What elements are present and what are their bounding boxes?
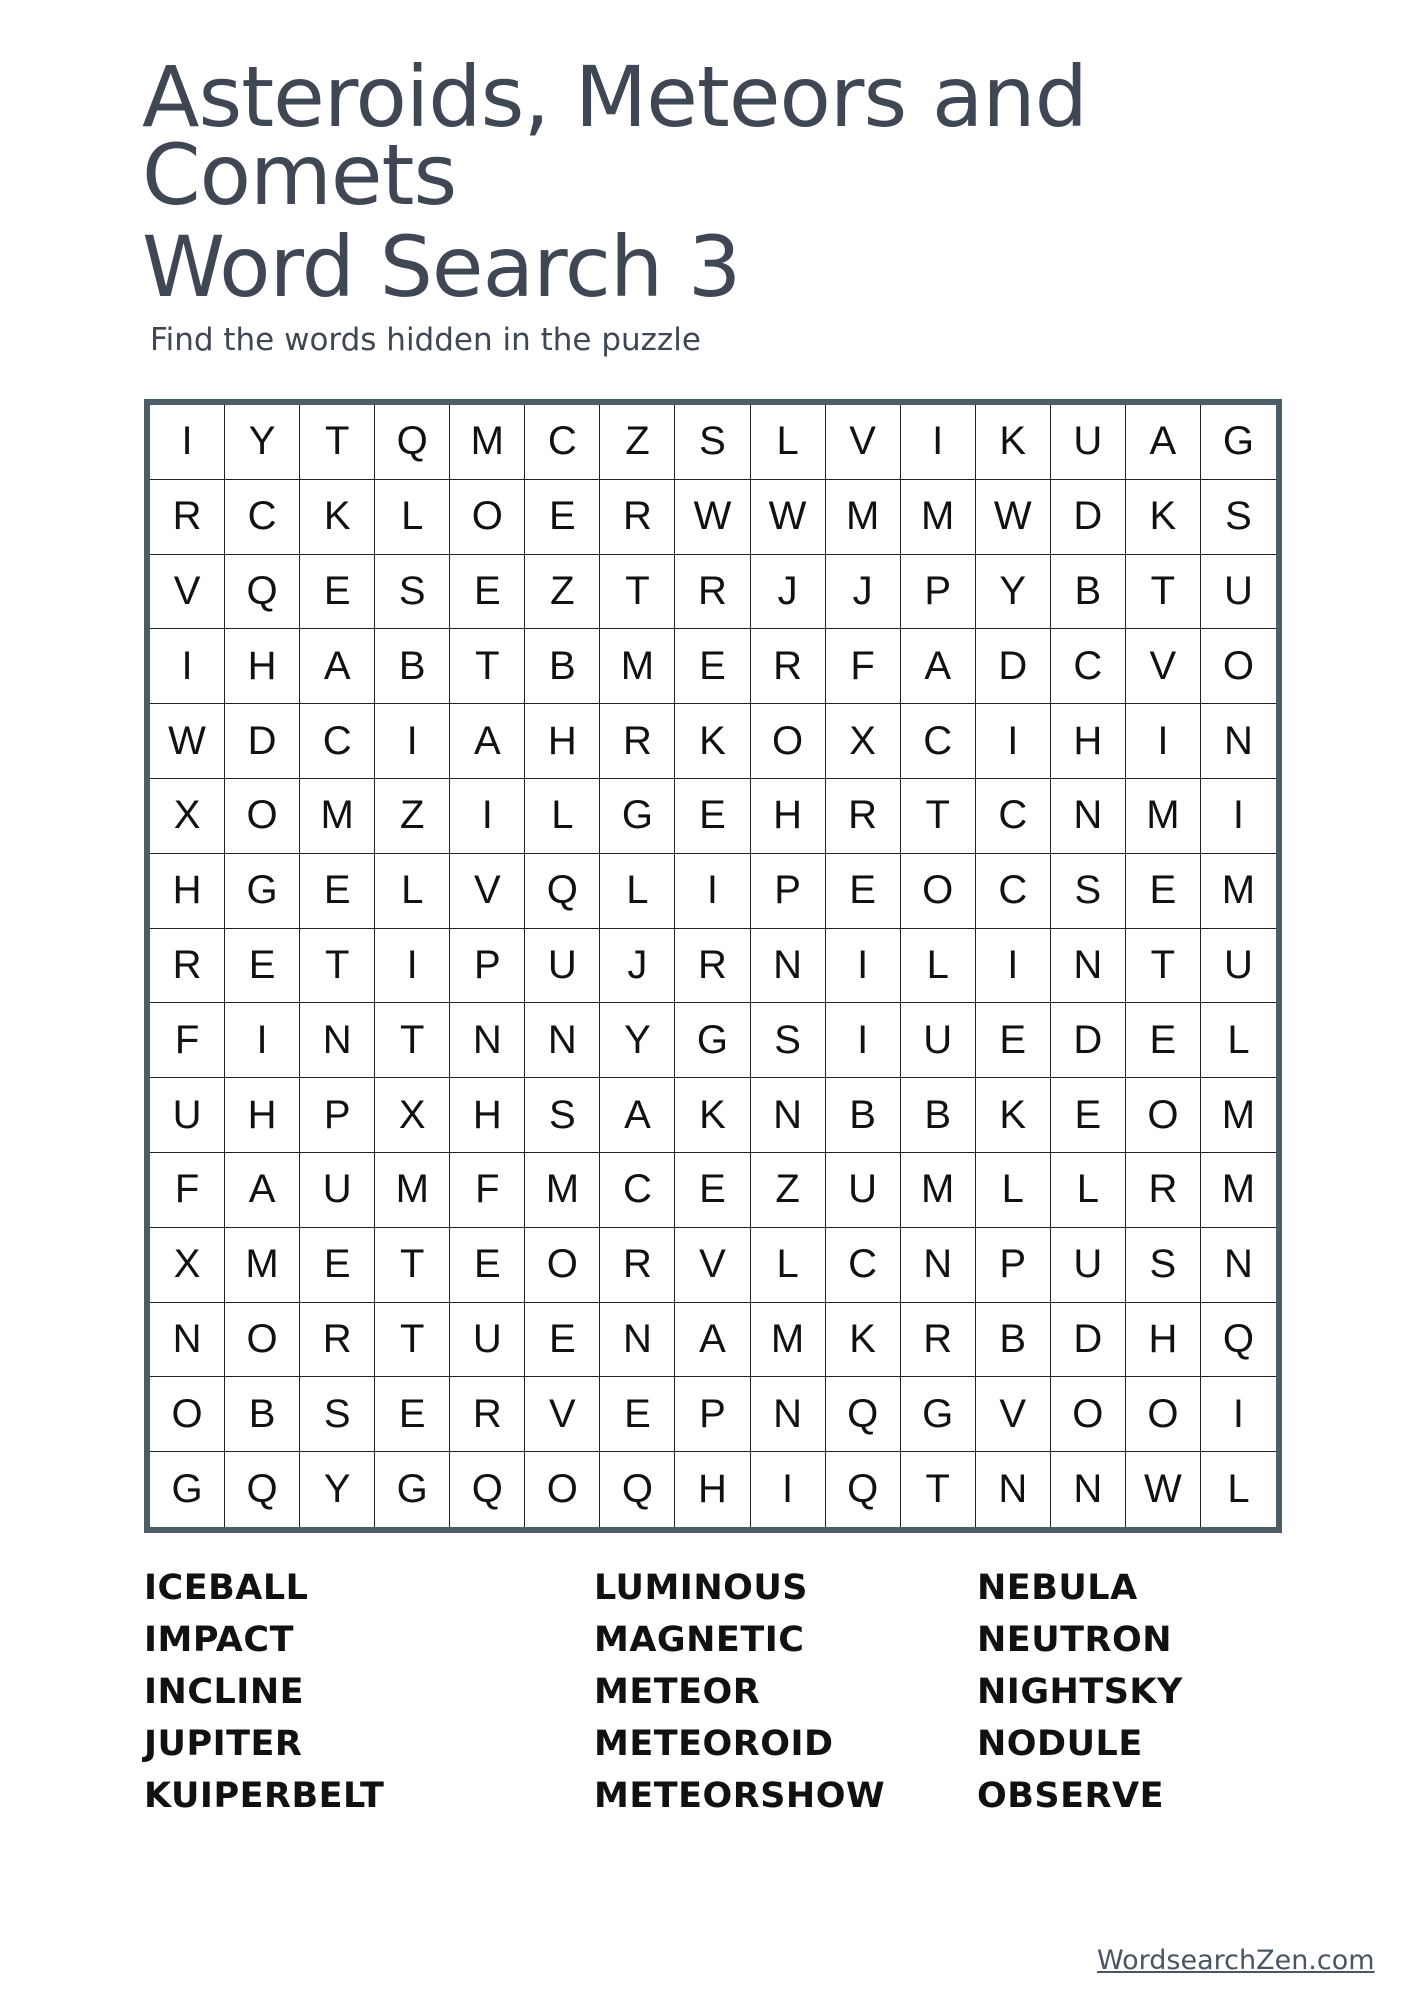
grid-cell[interactable]: O <box>525 1228 600 1303</box>
grid-cell[interactable]: O <box>901 854 976 929</box>
grid-cell[interactable]: B <box>1051 555 1126 630</box>
grid-cell[interactable]: Y <box>300 1452 375 1527</box>
grid-cell[interactable]: N <box>751 1377 826 1452</box>
grid-cell[interactable]: L <box>1051 1153 1126 1228</box>
grid-cell[interactable]: W <box>150 704 225 779</box>
grid-cell[interactable]: B <box>375 629 450 704</box>
grid-cell[interactable]: D <box>1051 1303 1126 1378</box>
grid-cell[interactable]: T <box>450 629 525 704</box>
grid-cell[interactable]: I <box>225 1003 300 1078</box>
grid-cell[interactable]: B <box>901 1078 976 1153</box>
grid-cell[interactable]: N <box>600 1303 675 1378</box>
grid-cell[interactable]: A <box>300 629 375 704</box>
grid-cell[interactable]: F <box>150 1153 225 1228</box>
grid-cell[interactable]: E <box>375 1377 450 1452</box>
word-column <box>977 1562 1183 1822</box>
grid-cell[interactable]: E <box>976 1003 1051 1078</box>
grid-cell[interactable]: L <box>375 480 450 555</box>
grid-cell[interactable]: T <box>375 1003 450 1078</box>
grid-cell[interactable]: E <box>300 854 375 929</box>
grid-cell[interactable]: P <box>450 929 525 1004</box>
grid-cell[interactable]: C <box>1051 629 1126 704</box>
page-title <box>142 48 1087 316</box>
grid-cell[interactable]: R <box>150 480 225 555</box>
grid-cell[interactable]: B <box>525 629 600 704</box>
grid-cell[interactable]: R <box>300 1303 375 1378</box>
grid-cell[interactable]: R <box>675 929 750 1004</box>
grid-cell[interactable]: I <box>976 929 1051 1004</box>
grid-cell[interactable]: M <box>751 1303 826 1378</box>
grid-cell[interactable]: V <box>1126 629 1201 704</box>
grid-cell[interactable]: O <box>1126 1377 1201 1452</box>
grid-cell[interactable]: J <box>751 555 826 630</box>
grid-cell[interactable]: U <box>450 1303 525 1378</box>
grid-cell[interactable]: T <box>1126 555 1201 630</box>
grid-cell[interactable]: B <box>225 1377 300 1452</box>
grid-cell[interactable]: K <box>300 480 375 555</box>
grid-cell[interactable]: Z <box>600 405 675 480</box>
grid-cell[interactable]: C <box>600 1153 675 1228</box>
grid-cell[interactable]: E <box>1126 1003 1201 1078</box>
grid-cell[interactable]: F <box>450 1153 525 1228</box>
grid-cell[interactable]: J <box>600 929 675 1004</box>
grid-cell[interactable]: R <box>150 929 225 1004</box>
grid-cell[interactable]: K <box>826 1303 901 1378</box>
grid-cell[interactable]: Y <box>600 1003 675 1078</box>
grid-cell[interactable]: K <box>1126 480 1201 555</box>
grid-cell[interactable]: D <box>1051 1003 1126 1078</box>
grid-cell[interactable]: E <box>675 779 750 854</box>
grid-cell[interactable]: Q <box>225 1452 300 1527</box>
grid-cell[interactable]: Q <box>450 1452 525 1527</box>
grid-cell[interactable]: G <box>675 1003 750 1078</box>
grid-cell[interactable]: S <box>525 1078 600 1153</box>
grid-cell[interactable]: R <box>600 1228 675 1303</box>
grid-cell[interactable]: A <box>901 629 976 704</box>
grid-cell[interactable]: P <box>976 1228 1051 1303</box>
grid-cell[interactable]: N <box>751 1078 826 1153</box>
grid-cell[interactable]: D <box>225 704 300 779</box>
word-item: METEOR <box>594 1672 761 1712</box>
grid-cell[interactable]: E <box>300 555 375 630</box>
grid-cell[interactable]: I <box>976 704 1051 779</box>
grid-cell[interactable]: T <box>300 405 375 480</box>
word-item: KUIPERBELT <box>144 1776 385 1816</box>
grid-cell[interactable]: O <box>525 1452 600 1527</box>
grid-cell[interactable]: O <box>450 480 525 555</box>
grid-cell[interactable]: N <box>1201 1228 1276 1303</box>
grid-cell[interactable]: S <box>375 555 450 630</box>
grid-cell[interactable]: H <box>450 1078 525 1153</box>
grid-cell[interactable]: A <box>225 1153 300 1228</box>
word-item: NIGHTSKY <box>977 1672 1183 1712</box>
grid-cell[interactable]: Q <box>525 854 600 929</box>
grid-cell[interactable]: U <box>1201 929 1276 1004</box>
grid-cell[interactable]: N <box>450 1003 525 1078</box>
grid-cell[interactable]: D <box>1051 480 1126 555</box>
grid-cell[interactable]: V <box>450 854 525 929</box>
grid-cell[interactable]: I <box>675 854 750 929</box>
grid-cell[interactable]: H <box>150 854 225 929</box>
grid-cell[interactable]: O <box>1051 1377 1126 1452</box>
grid-cell[interactable]: U <box>1051 405 1126 480</box>
grid-cell[interactable]: Z <box>525 555 600 630</box>
word-item: NEBULA <box>977 1568 1138 1608</box>
grid-cell[interactable]: G <box>901 1377 976 1452</box>
grid-cell[interactable]: M <box>1126 779 1201 854</box>
grid-cell[interactable]: G <box>600 779 675 854</box>
grid-cell[interactable]: M <box>1201 1153 1276 1228</box>
word-item: OBSERVE <box>977 1776 1164 1816</box>
grid-cell[interactable]: N <box>525 1003 600 1078</box>
grid-cell[interactable]: K <box>976 405 1051 480</box>
grid-cell[interactable]: D <box>976 629 1051 704</box>
grid-cell[interactable]: I <box>375 704 450 779</box>
grid-cell[interactable]: L <box>600 854 675 929</box>
grid-cell[interactable]: E <box>525 1303 600 1378</box>
grid-cell[interactable]: H <box>1051 704 1126 779</box>
instructions: Find the words hidden in the puzzle <box>150 322 701 358</box>
word-item: NEUTRON <box>977 1620 1172 1660</box>
grid-cell[interactable]: X <box>375 1078 450 1153</box>
grid-cell[interactable]: W <box>976 480 1051 555</box>
grid-cell[interactable]: I <box>150 405 225 480</box>
grid-cell[interactable]: E <box>450 1228 525 1303</box>
grid-cell[interactable]: U <box>826 1153 901 1228</box>
grid-cell[interactable]: N <box>751 929 826 1004</box>
grid-cell[interactable]: R <box>751 629 826 704</box>
word-item: ICEBALL <box>144 1568 309 1608</box>
grid-cell[interactable]: H <box>225 629 300 704</box>
grid-cell[interactable]: H <box>751 779 826 854</box>
title-line-3: Word Search 3 <box>142 218 741 316</box>
grid-cell[interactable]: O <box>1126 1078 1201 1153</box>
grid-cell[interactable]: E <box>300 1228 375 1303</box>
grid-cell[interactable]: H <box>525 704 600 779</box>
grid-cell[interactable]: Y <box>225 405 300 480</box>
grid-cell[interactable]: U <box>1201 555 1276 630</box>
grid-cell[interactable]: T <box>901 1452 976 1527</box>
grid-cell[interactable]: E <box>826 854 901 929</box>
grid-cell[interactable]: N <box>300 1003 375 1078</box>
grid-cell[interactable]: M <box>826 480 901 555</box>
grid-cell[interactable]: U <box>525 929 600 1004</box>
grid-cell[interactable]: X <box>150 779 225 854</box>
grid-cell[interactable]: B <box>976 1303 1051 1378</box>
grid-cell[interactable]: E <box>525 480 600 555</box>
grid-cell[interactable]: S <box>751 1003 826 1078</box>
grid-cell[interactable]: L <box>525 779 600 854</box>
grid-cell[interactable]: V <box>826 405 901 480</box>
grid-cell[interactable]: G <box>225 854 300 929</box>
grid-cell[interactable]: I <box>375 929 450 1004</box>
grid-cell[interactable]: O <box>751 704 826 779</box>
title-line-1: Asteroids, Meteors and <box>142 48 1087 146</box>
grid-cell[interactable]: L <box>1201 1003 1276 1078</box>
grid-cell[interactable]: K <box>976 1078 1051 1153</box>
grid-cell[interactable]: Q <box>225 555 300 630</box>
grid-cell[interactable]: Z <box>375 779 450 854</box>
grid-cell[interactable]: I <box>450 779 525 854</box>
grid-cell[interactable]: M <box>450 405 525 480</box>
grid-cell[interactable]: M <box>901 480 976 555</box>
grid-cell[interactable]: Y <box>976 555 1051 630</box>
grid-cell[interactable]: B <box>826 1078 901 1153</box>
grid-cell[interactable]: O <box>225 1303 300 1378</box>
grid-cell[interactable]: N <box>901 1228 976 1303</box>
grid-cell[interactable]: T <box>375 1228 450 1303</box>
grid-cell[interactable]: U <box>150 1078 225 1153</box>
grid-cell[interactable]: W <box>1126 1452 1201 1527</box>
grid-cell[interactable]: E <box>600 1377 675 1452</box>
grid-cell[interactable]: S <box>1051 854 1126 929</box>
grid-cell[interactable]: A <box>1126 405 1201 480</box>
grid-cell[interactable]: V <box>675 1228 750 1303</box>
grid-cell[interactable]: E <box>450 555 525 630</box>
grid-cell[interactable]: V <box>150 555 225 630</box>
grid-cell[interactable]: P <box>901 555 976 630</box>
grid-cell[interactable]: I <box>826 929 901 1004</box>
grid-cell[interactable]: E <box>675 1153 750 1228</box>
grid-cell[interactable]: U <box>1051 1228 1126 1303</box>
grid-cell[interactable]: Q <box>826 1377 901 1452</box>
word-item: METEOROID <box>594 1724 834 1764</box>
grid-cell[interactable]: V <box>525 1377 600 1452</box>
grid-cell[interactable]: M <box>1201 1078 1276 1153</box>
grid-cell[interactable]: O <box>150 1377 225 1452</box>
grid-cell[interactable]: G <box>375 1452 450 1527</box>
grid-cell[interactable]: R <box>826 779 901 854</box>
grid-cell[interactable]: O <box>225 779 300 854</box>
grid-cell[interactable]: I <box>1201 779 1276 854</box>
grid-cell[interactable]: I <box>150 629 225 704</box>
grid-cell[interactable]: C <box>976 854 1051 929</box>
grid-cell[interactable]: T <box>375 1303 450 1378</box>
word-item: MAGNETIC <box>594 1620 805 1660</box>
grid-cell[interactable]: I <box>1126 704 1201 779</box>
grid-cell[interactable]: E <box>675 629 750 704</box>
grid-cell[interactable]: Q <box>1201 1303 1276 1378</box>
grid-cell[interactable]: E <box>225 929 300 1004</box>
grid-cell[interactable]: H <box>675 1452 750 1527</box>
word-item: NODULE <box>977 1724 1143 1764</box>
grid-cell[interactable]: N <box>150 1303 225 1378</box>
grid-cell[interactable]: W <box>675 480 750 555</box>
grid-cell[interactable]: L <box>901 929 976 1004</box>
grid-cell[interactable]: T <box>1126 929 1201 1004</box>
grid-cell[interactable]: R <box>600 704 675 779</box>
word-column <box>594 1562 885 1822</box>
grid-cell[interactable]: M <box>225 1228 300 1303</box>
word-item: METEORSHOW <box>594 1776 886 1816</box>
grid-cell[interactable]: L <box>751 1228 826 1303</box>
grid-cell[interactable]: P <box>675 1377 750 1452</box>
grid-cell[interactable]: L <box>375 854 450 929</box>
grid-cell[interactable]: C <box>225 480 300 555</box>
grid-cell[interactable]: Q <box>375 405 450 480</box>
grid-cell[interactable]: R <box>1126 1153 1201 1228</box>
grid-cell[interactable]: H <box>1126 1303 1201 1378</box>
grid-cell[interactable]: T <box>901 779 976 854</box>
grid-cell[interactable]: Z <box>751 1153 826 1228</box>
grid-cell[interactable]: L <box>1227 1467 1250 1512</box>
grid-cell[interactable]: I <box>826 1003 901 1078</box>
grid-cell[interactable]: M <box>300 779 375 854</box>
grid-cell[interactable]: S <box>1126 1228 1201 1303</box>
grid-cell[interactable]: K <box>675 1078 750 1153</box>
grid-cell[interactable]: H <box>225 1078 300 1153</box>
grid-cell[interactable]: R <box>450 1377 525 1452</box>
grid-cell[interactable]: N <box>1051 929 1126 1004</box>
grid-cell[interactable]: U <box>901 1003 976 1078</box>
grid-cell[interactable]: M <box>525 1153 600 1228</box>
grid-cell[interactable]: J <box>826 555 901 630</box>
grid-cell[interactable]: C <box>300 704 375 779</box>
grid-cell[interactable]: T <box>600 555 675 630</box>
grid-cell[interactable]: C <box>976 779 1051 854</box>
word-item: JUPITER <box>144 1724 303 1764</box>
grid-cell[interactable]: L <box>751 405 826 480</box>
grid-cell[interactable]: A <box>450 704 525 779</box>
site-link[interactable]: WordsearchZen.com <box>1097 1945 1375 1976</box>
grid-cell[interactable]: A <box>600 1078 675 1153</box>
grid-cell[interactable]: N <box>1201 704 1276 779</box>
grid-cell[interactable]: C <box>901 704 976 779</box>
grid-cell[interactable]: E <box>1051 1078 1126 1153</box>
grid-cell[interactable]: S <box>1201 480 1276 555</box>
word-item: LUMINOUS <box>594 1568 808 1608</box>
grid-cell[interactable]: C <box>525 405 600 480</box>
puzzle-grid <box>144 399 1282 1533</box>
grid-cell[interactable]: P <box>300 1078 375 1153</box>
grid-cell[interactable]: I <box>901 405 976 480</box>
grid-cell[interactable]: X <box>826 704 901 779</box>
grid-cell[interactable]: T <box>300 929 375 1004</box>
word-item: INCLINE <box>144 1672 305 1712</box>
grid-cell[interactable]: F <box>826 629 901 704</box>
grid-cell[interactable]: M <box>901 1153 976 1228</box>
grid-cell[interactable]: X <box>150 1228 225 1303</box>
grid-cell[interactable]: I <box>751 1452 826 1527</box>
grid-cell[interactable]: N <box>1051 1452 1126 1527</box>
grid-cell[interactable]: K <box>675 704 750 779</box>
grid-cell[interactable]: V <box>976 1377 1051 1452</box>
grid-cell[interactable]: P <box>751 854 826 929</box>
grid-cell[interactable]: G <box>150 1452 225 1527</box>
grid-cell[interactable]: N <box>976 1452 1051 1527</box>
grid-cell[interactable]: R <box>675 555 750 630</box>
grid-cell[interactable]: Q <box>826 1452 901 1527</box>
grid-cell[interactable]: I <box>1201 1377 1276 1452</box>
grid-cell[interactable]: L <box>976 1153 1051 1228</box>
grid-cell[interactable]: M <box>1201 854 1276 929</box>
grid-cell[interactable]: E <box>1126 854 1201 929</box>
grid-cell[interactable]: M <box>600 629 675 704</box>
grid-cell[interactable]: A <box>675 1303 750 1378</box>
grid-cell[interactable]: F <box>150 1003 225 1078</box>
word-item: IMPACT <box>144 1620 294 1660</box>
word-column <box>144 1562 384 1822</box>
grid-cell[interactable]: G <box>1201 405 1276 480</box>
grid-cell[interactable]: W <box>751 480 826 555</box>
grid-cell[interactable]: C <box>826 1228 901 1303</box>
grid-cell[interactable]: U <box>300 1153 375 1228</box>
grid-cell[interactable]: M <box>375 1153 450 1228</box>
grid-cell[interactable]: Q <box>600 1452 675 1527</box>
title-line-2: Comets <box>142 126 457 224</box>
grid-cell[interactable]: R <box>600 480 675 555</box>
grid-cell[interactable]: S <box>300 1377 375 1452</box>
grid-cell[interactable]: S <box>675 405 750 480</box>
grid-cell[interactable]: N <box>1051 779 1126 854</box>
grid-cell[interactable]: O <box>1201 629 1276 704</box>
grid-cell[interactable]: R <box>901 1303 976 1378</box>
